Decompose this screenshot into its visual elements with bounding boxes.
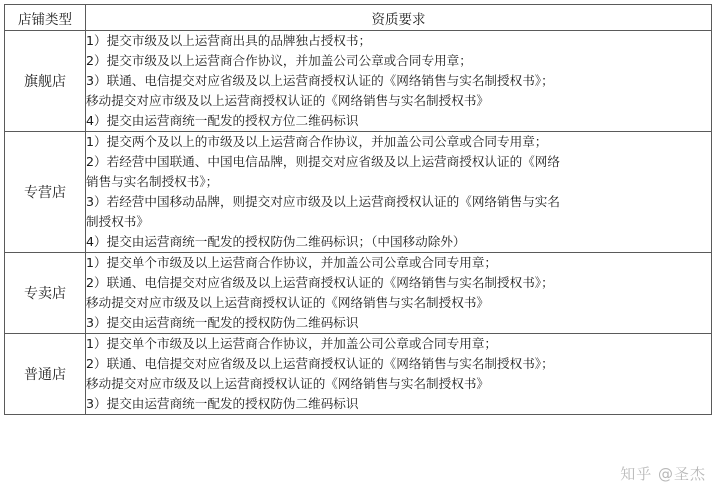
store-type-cell: 专卖店 [5, 253, 86, 334]
requirement-line: 4）提交由运营商统一配发的授权防伪二维码标识；（中国移动除外） [86, 234, 466, 249]
requirement-line: 移动提交对应市级及以上运营商授权认证的《网络销售与实名制授权书》 [86, 376, 489, 391]
header-row [5, 5, 712, 31]
requirement-line: 3）若经营中国移动品牌，则提交对应市级及以上运营商授权认证的《网络销售与实名 [86, 194, 560, 209]
requirements-table [4, 4, 712, 415]
requirement-line: 2）联通、电信提交对应省级及以上运营商授权认证的《网络销售与实名制授权书》； [86, 275, 554, 290]
requirement-line: 2）提交市级及以上运营商合作协议，并加盖公司公章或合同专用章； [86, 53, 472, 68]
table-row [5, 31, 712, 132]
requirement-line: 1）提交单个市级及以上运营商合作协议，并加盖公司公章或合同专用章； [86, 336, 498, 351]
requirement-line: 4）提交由运营商统一配发的授权方位二维码标识 [86, 113, 359, 128]
requirement-line: 2）若经营中国联通、中国电信品牌，则提交对应省级及以上运营商授权认证的《网络 [86, 154, 560, 169]
store-type-cell: 专营店 [5, 132, 86, 253]
requirement-line: 3）提交由运营商统一配发的授权防伪二维码标识 [86, 396, 359, 411]
requirement-line: 1）提交市级及以上运营商出具的品牌独占授权书； [86, 33, 372, 48]
table-row [5, 253, 712, 334]
zhihu-watermark: 知乎 @圣杰 [620, 465, 706, 483]
header-store-type: 店铺类型 [5, 5, 86, 31]
requirement-line: 3）提交由运营商统一配发的授权防伪二维码标识 [86, 315, 359, 330]
requirement-line: 3）联通、电信提交对应省级及以上运营商授权认证的《网络销售与实名制授权书》； [86, 73, 554, 88]
requirement-line: 制授权书》 [86, 214, 149, 229]
requirement-line: 1）提交单个市级及以上运营商合作协议，并加盖公司公章或合同专用章； [86, 255, 498, 270]
store-type-cell: 旗舰店 [5, 31, 86, 132]
requirements-cell [86, 31, 712, 132]
store-type-cell: 普通店 [5, 334, 86, 415]
requirement-line: 移动提交对应市级及以上运营商授权认证的《网络销售与实名制授权书》 [86, 295, 489, 310]
requirement-line: 1）提交两个及以上的市级及以上运营商合作协议，并加盖公司公章或合同专用章； [86, 134, 548, 149]
requirements-cell [86, 253, 712, 334]
requirements-cell [86, 334, 712, 415]
requirement-line: 2）联通、电信提交对应省级及以上运营商授权认证的《网络销售与实名制授权书》； [86, 356, 554, 371]
table-row [5, 132, 712, 253]
requirement-line: 销售与实名制授权书》； [86, 174, 219, 189]
requirements-cell [86, 132, 712, 253]
requirement-line: 移动提交对应市级及以上运营商授权认证的《网络销售与实名制授权书》 [86, 93, 489, 108]
table-row [5, 334, 712, 415]
header-requirements: 资质要求 [86, 5, 712, 31]
